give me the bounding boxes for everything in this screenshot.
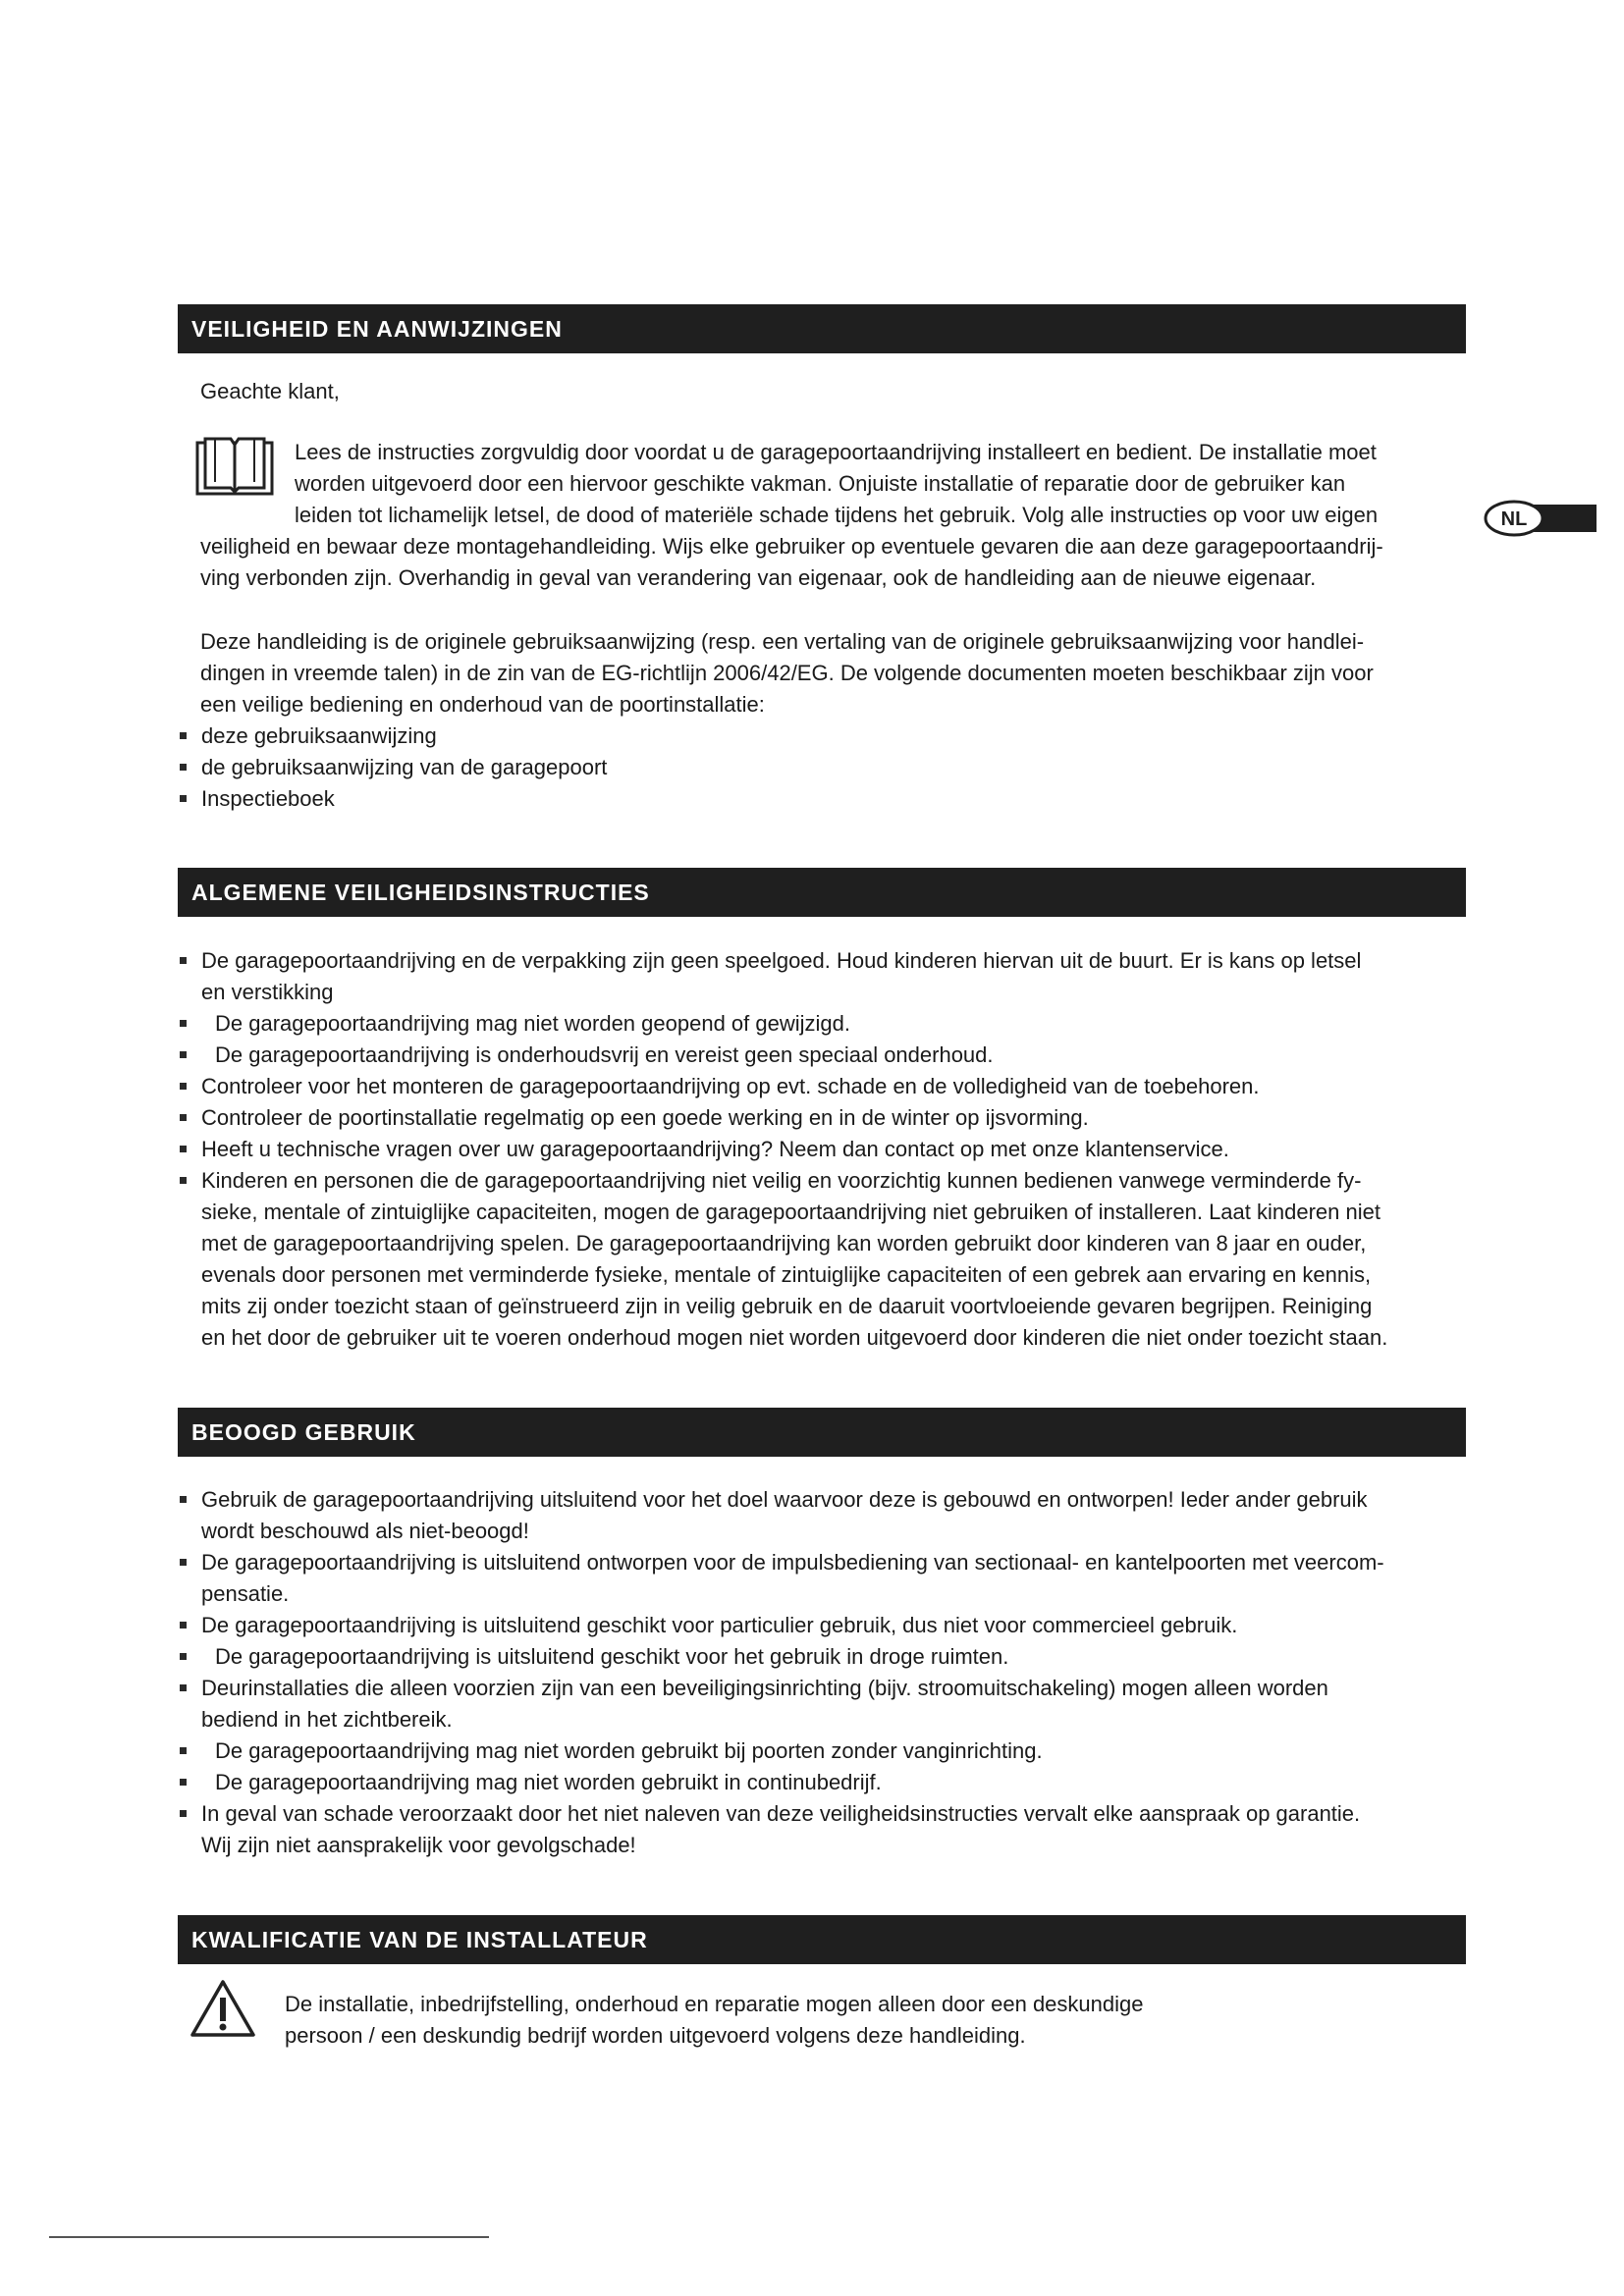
list-item-line: Wij zijn niet aansprakelijk voor gevolgschade!	[201, 1833, 636, 1857]
language-tab-nl	[1483, 499, 1597, 538]
list-item-line: Controleer voor het monteren de garagepoortaandrijving op evt. schade en de volledigheid van de toebehoren.	[201, 1074, 1260, 1098]
list-item-line: en verstikking	[201, 980, 334, 1004]
list-item	[178, 1735, 1464, 1767]
installer-warning-text	[285, 1989, 1365, 2052]
list-item-line: bediend in het zichtbereik.	[201, 1707, 453, 1732]
list-item	[178, 1798, 1464, 1861]
list-item-line: evenals door personen met verminderde fysieke, mentale of zintuiglijke capaciteiten of een gebrek aan ervaring en kennis,	[201, 1262, 1372, 1287]
list-item	[178, 1673, 1464, 1735]
paragraph-line: Deze handleiding is de originele gebruiksaanwijzing (resp. een vertaling van de originele gebruiksaanwijzing voor handlei-	[200, 629, 1365, 654]
list-item-line: Deurinstallaties die alleen voorzien zijn van een beveiligingsinrichting (bijv. stroomuitschakeling) mogen alleen worden	[201, 1676, 1328, 1700]
paragraph-line: een veilige bediening en onderhoud van de poortinstallatie:	[200, 692, 765, 717]
list-item	[178, 1040, 1464, 1071]
documents-paragraph	[200, 626, 1449, 721]
list-item-line: Kinderen en personen die de garagepoortaandrijving niet veilig en voorzichtig kunnen bedienen vanwege verminderde fy-	[201, 1168, 1362, 1193]
list-item	[178, 1767, 1464, 1798]
list-item: de gebruiksaanwijzing van de garagepoort	[178, 752, 1464, 783]
list-item-line: In geval van schade veroorzaakt door het niet naleven van deze veiligheidsinstructies vervalt elke aanspraak op garantie.	[201, 1801, 1361, 1826]
intended-use-list	[178, 1484, 1464, 1861]
list-item-line: pensatie.	[201, 1581, 290, 1606]
section-title-safety: VEILIGHEID EN AANWIJZINGEN	[178, 304, 1466, 353]
list-item-line: Heeft u technische vragen over uw garagepoortaandrijving? Neem dan contact op met onze klantenservice.	[201, 1137, 1229, 1161]
list-item-line: Gebruik de garagepoortaandrijving uitsluitend voor het doel waarvoor deze is gebouwd en ontworpen! Ieder ander gebruik	[201, 1487, 1368, 1512]
list-item-line: en het door de gebruiker uit te voeren onderhoud mogen niet worden uitgevoerd door kinderen die niet onder toezicht staan.	[201, 1325, 1388, 1350]
intro-line: ving verbonden zijn. Overhandig in geval van verandering van eigenaar, ook de handleiding aan de nieuwe eigenaar.	[200, 565, 1317, 590]
list-item-line: De garagepoortaandrijving en de verpakking zijn geen speelgoed. Houd kinderen hiervan uit de buurt. Er is kans op letsel	[201, 948, 1362, 973]
list-item-line: De garagepoortaandrijving is onderhoudsvrij en vereist geen speciaal onderhoud.	[215, 1042, 994, 1067]
documents-list	[178, 721, 1464, 815]
list-item	[178, 1484, 1464, 1547]
list-item: deze gebruiksaanwijzing	[178, 721, 1464, 752]
list-item-line: De garagepoortaandrijving is uitsluitend geschikt voor particulier gebruik, dus niet voor commercieel gebruik.	[201, 1613, 1238, 1637]
section-title-intended-use: BEOOGD GEBRUIK	[178, 1408, 1466, 1457]
list-item-line: Controleer de poortinstallatie regelmatig op een goede werking en in de winter op ijsvorming.	[201, 1105, 1089, 1130]
list-item-line: De garagepoortaandrijving mag niet worden geopend of gewijzigd.	[215, 1011, 850, 1036]
footer-divider	[49, 2236, 489, 2238]
list-item	[178, 1547, 1464, 1610]
list-item-line: mits zij onder toezicht staan of geïnstrueerd zijn in veilig gebruik en de daaruit voortvloeiende gevaren begrijpen. Reiniging	[201, 1294, 1373, 1318]
list-item	[178, 1165, 1464, 1354]
intro-line: Lees de instructies zorgvuldig door voordat u de garagepoortaandrijving installeert en bedient. De installatie moet	[295, 440, 1377, 464]
warning-line: De installatie, inbedrijfstelling, onderhoud en reparatie mogen alleen door een deskundige	[285, 1992, 1144, 2016]
warning-line: persoon / een deskundig bedrijf worden uitgevoerd volgens deze handleiding.	[285, 2023, 1026, 2048]
greeting: Geachte klant,	[200, 379, 340, 403]
list-item	[178, 1610, 1464, 1641]
list-item	[178, 1134, 1464, 1165]
list-item	[178, 1102, 1464, 1134]
intro-line: veiligheid en bewaar deze montagehandleiding. Wijs elke gebruiker op eventuele gevaren die aan deze garagepoortaandrij-	[200, 534, 1383, 559]
list-item	[178, 1071, 1464, 1102]
list-item-line: sieke, mentale of zintuiglijke capaciteiten, mogen de garagepoortaandrijving niet gebruiken of installeren. Laat kinderen niet	[201, 1200, 1380, 1224]
paragraph-line: dingen in vreemde talen) in de zin van de EG-richtlijn 2006/42/EG. De volgende documenten moeten beschikbaar zijn voor	[200, 661, 1374, 685]
intro-line: leiden tot lichamelijk letsel, de dood of materiële schade tijdens het gebruik. Volg alle instructies op voor uw eigen	[295, 503, 1379, 527]
list-item	[178, 1008, 1464, 1040]
list-item-line: De garagepoortaandrijving mag niet worden gebruikt in continubedrijf.	[215, 1770, 882, 1794]
section-title-installer-qualification: KWALIFICATIE VAN DE INSTALLATEUR	[178, 1915, 1466, 1964]
general-safety-list	[178, 945, 1464, 1354]
list-item-line: De garagepoortaandrijving is uitsluitend ontworpen voor de impulsbediening van sectionaal- en kantelpoorten met veercom-	[201, 1550, 1384, 1575]
list-item-line: wordt beschouwd als niet-beoogd!	[201, 1519, 529, 1543]
list-item-line: De garagepoortaandrijving is uitsluitend geschikt voor het gebruik in droge ruimten.	[215, 1644, 1009, 1669]
list-item-line: De garagepoortaandrijving mag niet worden gebruikt bij poorten zonder vanginrichting.	[215, 1738, 1043, 1763]
list-item	[178, 1641, 1464, 1673]
section-title-general-safety: ALGEMENE VEILIGHEIDSINSTRUCTIES	[178, 868, 1466, 917]
language-tab-label: NL	[1500, 508, 1528, 530]
intro-line: worden uitgevoerd door een hiervoor geschikte vakman. Onjuiste installatie of reparatie door de gebruiker kan	[295, 471, 1346, 496]
intro-paragraph	[200, 437, 1449, 594]
list-item	[178, 945, 1464, 1008]
list-item-line: met de garagepoortaandrijving spelen. De garagepoortaandrijving kan worden gebruikt door kinderen van 8 jaar en ouder,	[201, 1231, 1367, 1255]
list-item: Inspectieboek	[178, 783, 1464, 815]
warning-triangle-icon	[189, 1978, 257, 2039]
